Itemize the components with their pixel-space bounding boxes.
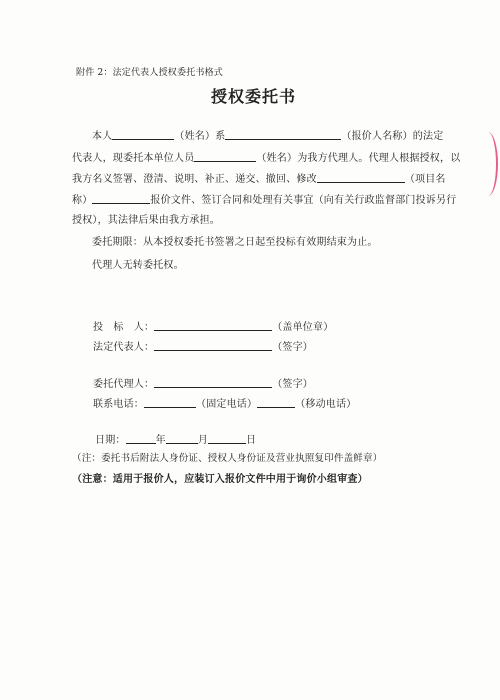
line2-text-b: （姓名）为我方代理人。代理人根据授权，以: [256, 153, 461, 164]
line2-text-a: 代表人，现委托本单位人员: [72, 153, 195, 164]
phone-label: 联系电话：: [93, 399, 144, 410]
name-blank: [112, 129, 174, 140]
line1-bidder-hint: （报价人名称）的法定: [341, 131, 444, 142]
fixed-phone-blank: [144, 397, 196, 408]
body-line-2: [72, 151, 460, 166]
month-label: 月: [197, 435, 209, 446]
project-name-blank-2: [92, 193, 150, 204]
phone-row: [93, 397, 356, 412]
year-blank: [126, 433, 156, 444]
agent-name-blank: [194, 151, 256, 162]
line1-name-hint: （姓名）系: [174, 131, 226, 142]
mobile-phone-blank: [257, 397, 295, 408]
annex-label: 附件 2：法定代表人授权委托书格式: [76, 68, 223, 78]
date-row: [95, 433, 256, 448]
body-line-5: 授权），其法律后果由我方承担。: [72, 215, 220, 226]
bidder-label: 投 标 人：: [93, 322, 155, 333]
legal-rep-label: 法定代表人：: [93, 342, 155, 353]
day-label: 日: [246, 435, 257, 446]
bidder-name-blank: [225, 129, 341, 140]
attachment-note: （注：委托书后附法人身份证、授权人身份证及营业执照复印件盖鲜章）: [72, 453, 383, 464]
legal-rep-signature-blank: [154, 340, 272, 351]
line4-text: 报价文件、签订合同和处理有关事宜（向有关行政监督部门投诉另行: [150, 195, 457, 206]
body-line-4: [72, 193, 456, 208]
bidder-signature-blank: [154, 320, 272, 331]
day-blank: [208, 433, 246, 444]
agent-signature-blank: [154, 377, 272, 388]
line4-prefix: 称）: [72, 195, 93, 206]
bidder-note: （注意：适用于报价人，应装订入报价文件中用于询价小组审查）: [72, 474, 368, 485]
agent-hint: （签字）: [272, 379, 314, 390]
year-label: 年: [155, 435, 166, 446]
bidder-signature-row: [93, 320, 333, 335]
legal-rep-hint: （签字）: [272, 342, 314, 353]
no-subdelegation-line: 代理人无转委托权。: [92, 260, 184, 271]
mobile-phone-hint: （移动电话）: [295, 399, 357, 410]
line3-suffix: （项目名: [404, 174, 446, 185]
document-title: 授权委托书: [211, 87, 297, 106]
margin-pen-mark: [478, 132, 498, 196]
legal-rep-signature-row: [93, 340, 313, 355]
body-line-1: [92, 129, 443, 144]
fixed-phone-hint: （固定电话）: [196, 399, 258, 410]
project-name-blank: [317, 172, 405, 183]
month-blank: [166, 433, 198, 444]
line1-prefix: 本人: [92, 131, 113, 142]
date-label: 日期：: [95, 435, 126, 446]
line3-text: 我方名义签署、澄清、说明、补正、递交、撤回、修改: [72, 174, 317, 185]
agent-signature-row: [93, 377, 313, 392]
term-line: 委托期限：从本授权委托书签署之日起至投标有效期结束为止。: [92, 237, 378, 248]
bidder-hint: （盖单位章）: [272, 322, 334, 333]
agent-label: 委托代理人：: [93, 379, 155, 390]
body-line-3: [72, 172, 446, 187]
